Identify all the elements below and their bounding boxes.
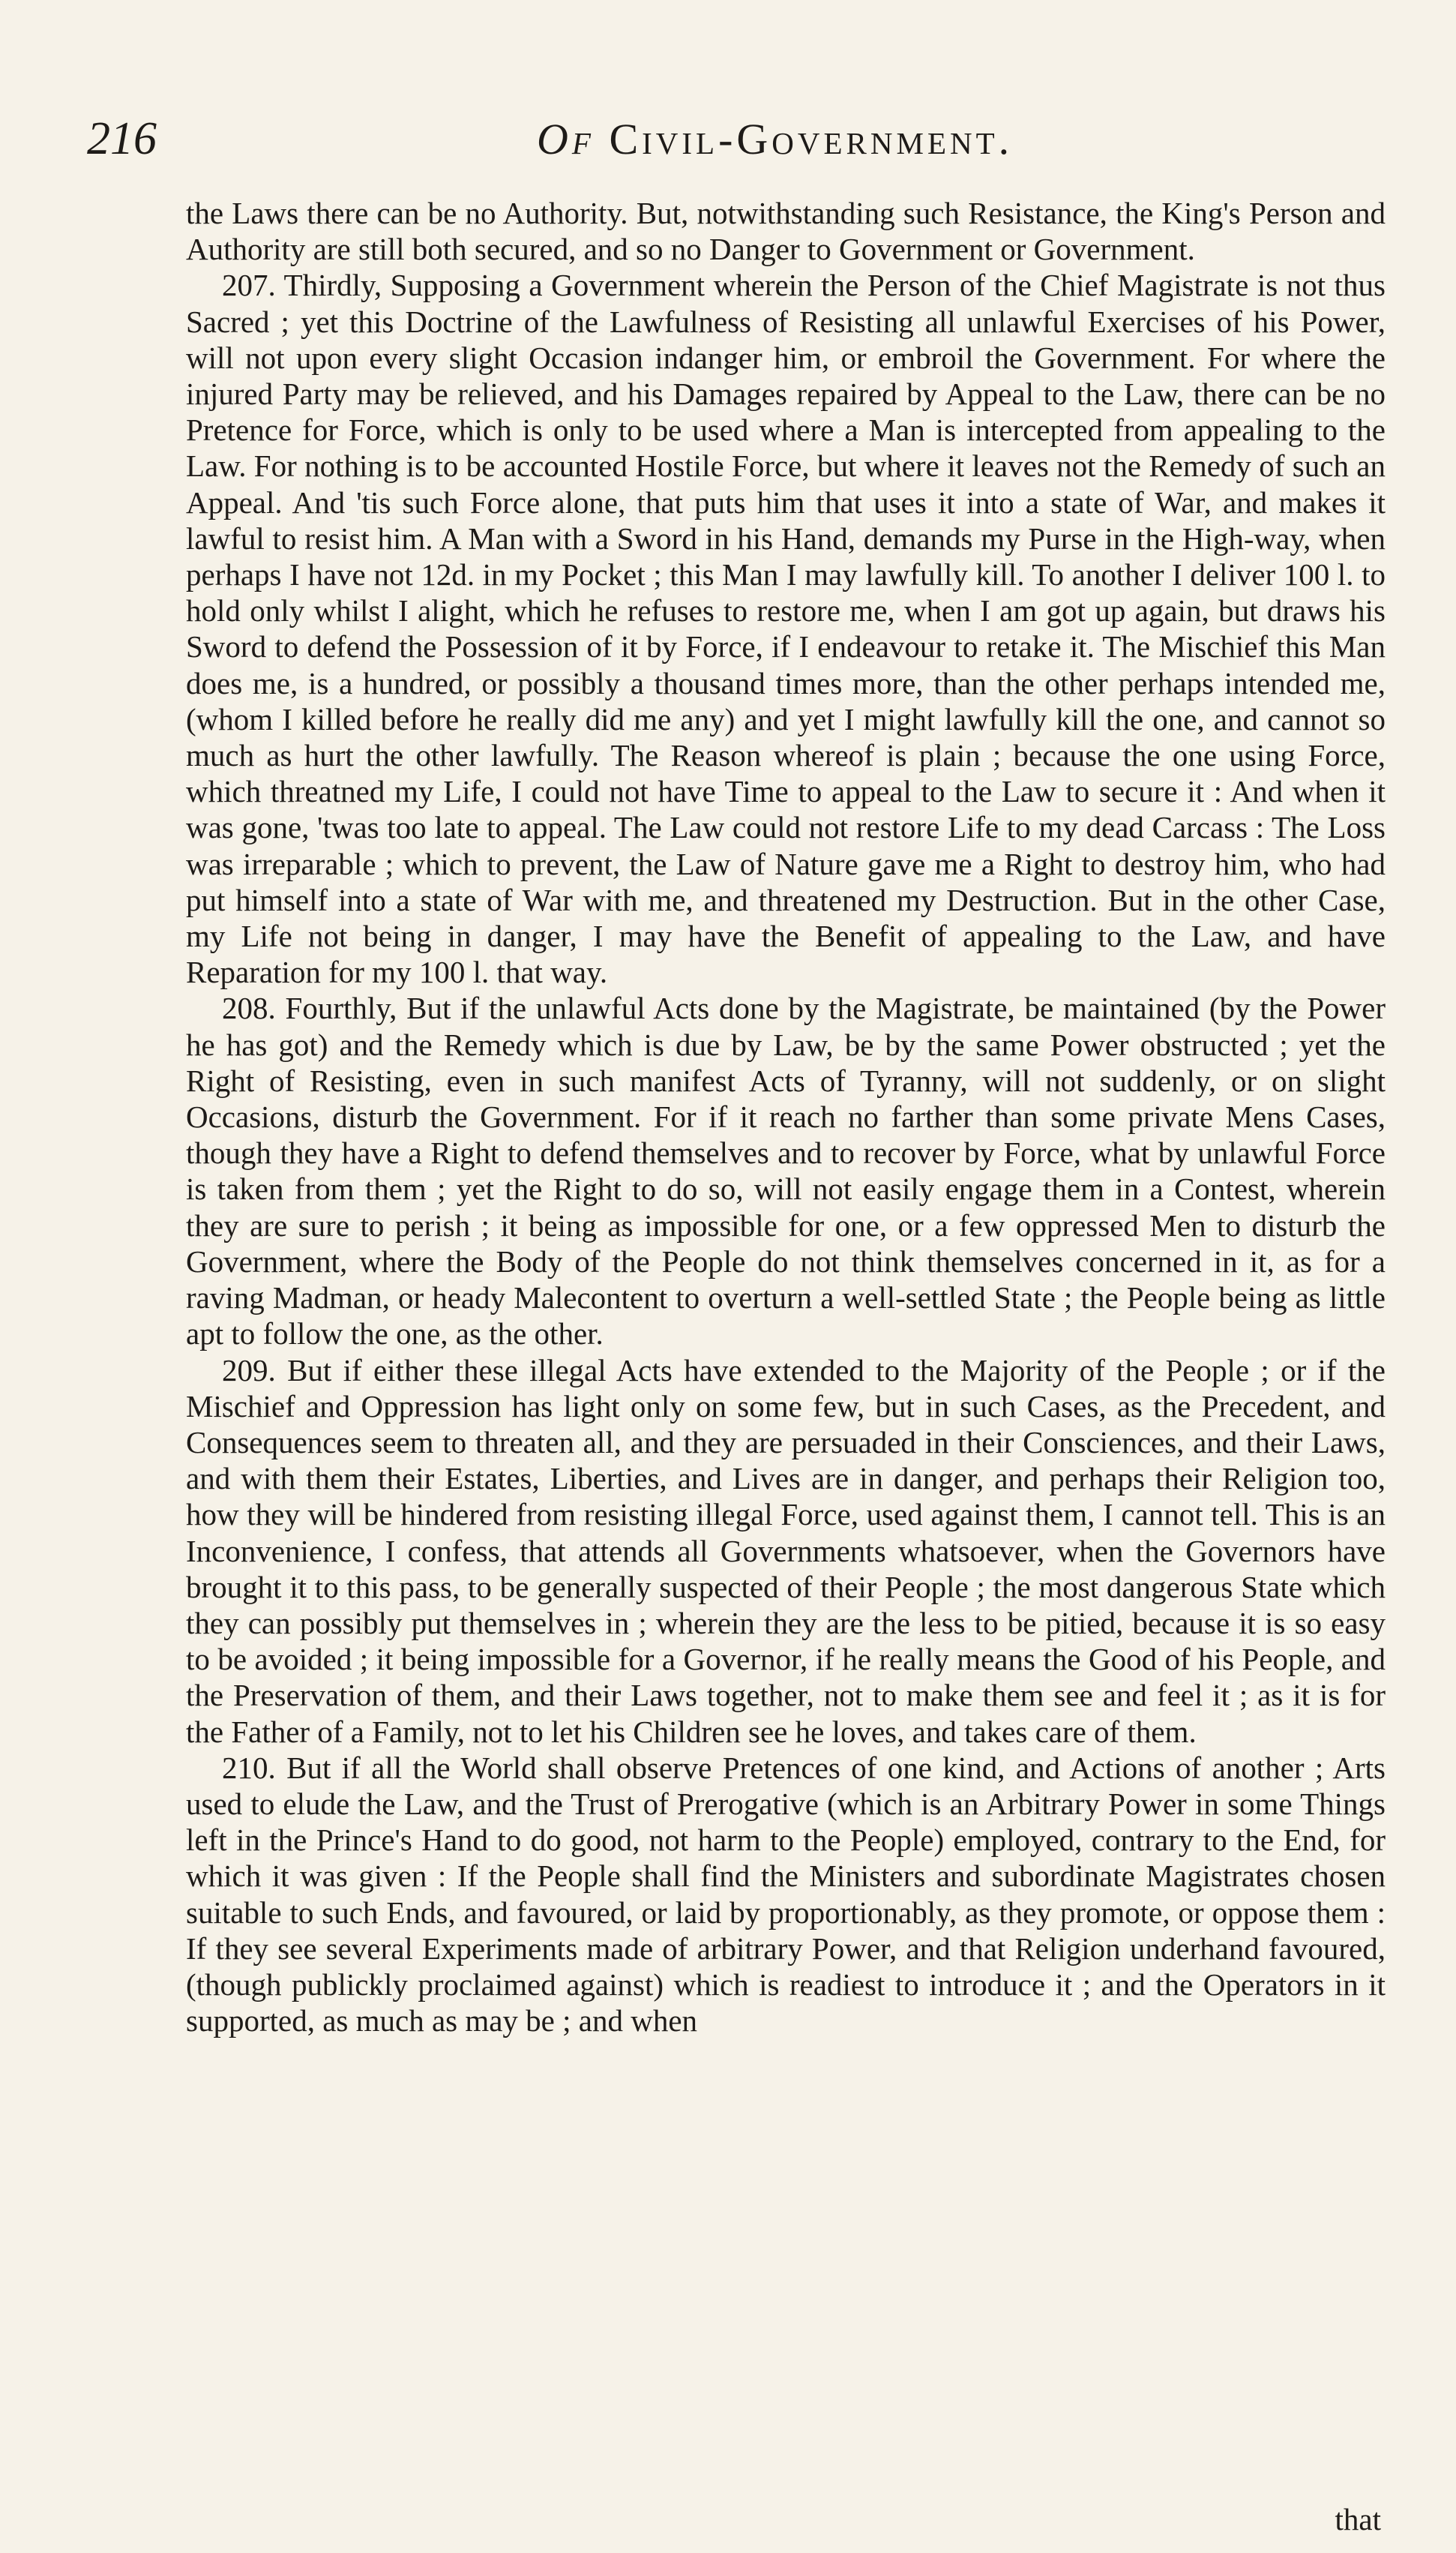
running-head-title: Civil-Government. bbox=[609, 115, 1014, 164]
body-text bbox=[186, 195, 1386, 2038]
page-header bbox=[87, 112, 1381, 195]
page-number: 216 bbox=[87, 113, 157, 164]
running-head bbox=[537, 114, 1013, 164]
paragraph-continuation: the Laws there can be no Authority. But, notwithstanding such Resistance, the King's Person and Authority are still both secured, and so no Danger to Government or Government. bbox=[186, 196, 1386, 267]
paragraph-209: 209. But if either these illegal Acts have extended to the Majority of the People ; or if the Mischief and Oppression has light only on some few, but in such Cases, as the Precedent, and Consequences seem to threaten all, and they are persuaded in their Consciences, and their Laws, and with them their Estates, Liberties, and Lives are in danger, and perhaps their Religion too, how they will be hindered from resisting illegal Force, used against them, I cannot tell. This is an Inconvenience, I confess, that attends all Governments whatsoever, when the Governors have brought it to this pass, to be generally suspected of their People ; the most dangerous State which they can possibly put themselves in ; wherein they are the less to be pitied, because it is so easy to be avoided ; it being impossible for a Governor, if he really means the Good of his People, and the Preservation of them, and their Laws together, not to make them see and feel it ; as it is for the Father of a Family, not to let his Children see he loves, and takes care of them. bbox=[186, 1352, 1386, 1749]
paragraph-208: 208. Fourthly, But if the unlawful Acts done by the Magistrate, be maintained (by the Power he has got) and the Remedy which is due by Law, be by the same Power obstructed ; yet the Right of Resisting, even in such manifest Acts of Tyranny, will not suddenly, or on slight Occasions, disturb the Government. For if it reach no farther than some private Mens Cases, though they have a Right to defend themselves and to recover by Force, what by unlawful Force is taken from them ; yet the Right to do so, will not easily engage them in a Contest, wherein they are sure to perish ; it being as impossible for one, or a few oppressed Men to disturb the Government, where the Body of the People do not think themselves concerned in it, as for a raving Madman, or heady Malecontent to overturn a well-settled State ; the People being as little apt to follow the one, as the other. bbox=[186, 991, 1386, 1352]
catchword: that bbox=[1335, 2502, 1381, 2536]
running-head-of: Of bbox=[537, 115, 595, 164]
paragraph-207: 207. Thirdly, Supposing a Government wherein the Person of the Chief Magistrate is not thus Sacred ; yet this Doctrine of the Lawfulness of Resisting all unlawful Exercises of his Power, will not upon every slight Occasion indanger him, or embroil the Government. For where the injured Party may be relieved, and his Damages repaired by Appeal to the Law, there can be no Pretence for Force, which is only to be used where a Man is intercepted from appealing to the Law. For nothing is to be accounted Hostile Force, but where it leaves not the Remedy of such an Appeal. And 'tis such Force alone, that puts him that uses it into a state of War, and makes it lawful to resist him. A Man with a Sword in his Hand, demands my Purse in the High-way, when perhaps I have not 12d. in my Pocket ; this Man I may lawfully kill. To another I deliver 100 l. to hold only whilst I alight, which he refuses to restore me, when I am got up again, but draws his Sword to defend the Possession of it by Force, if I endeavour to retake it. The Mischief this Man does me, is a hundred, or possibly a thousand times more, than the other perhaps intended me, (whom I killed before he really did me any) and yet I might lawfully kill the one, and cannot so much as hurt the other lawfully. The Reason whereof is plain ; because the one using Force, which threatned my Life, I could not have Time to appeal to the Law to secure it : And when it was gone, 'twas too late to appeal. The Law could not restore Life to my dead Carcass : The Loss was irreparable ; which to prevent, the Law of Nature gave me a Right to destroy him, who had put himself into a state of War with me, and threatened my Destruction. But in the other Case, my Life not being in danger, I may have the Benefit of appealing to the Law, and have Reparation for my 100 l. that way. bbox=[186, 268, 1386, 990]
paragraph-210: 210. But if all the World shall observe Pretences of one kind, and Actions of another ; Arts used to elude the Law, and the Trust of Prerogative (which is an Arbitrary Power in some Things left in the Prince's Hand to do good, not harm to the People) employed, contrary to the End, for which it was given : If the People shall find the Ministers and subordinate Magistrates chosen suitable to such Ends, and favoured, or laid by proportionably, as they promote, or oppose them : If they see several Experiments made of arbitrary Power, and that Religion underhand favoured, (though publickly proclaimed against) which is readiest to introduce it ; and the Operators in it supported, as much as may be ; and when bbox=[186, 1750, 1386, 2038]
